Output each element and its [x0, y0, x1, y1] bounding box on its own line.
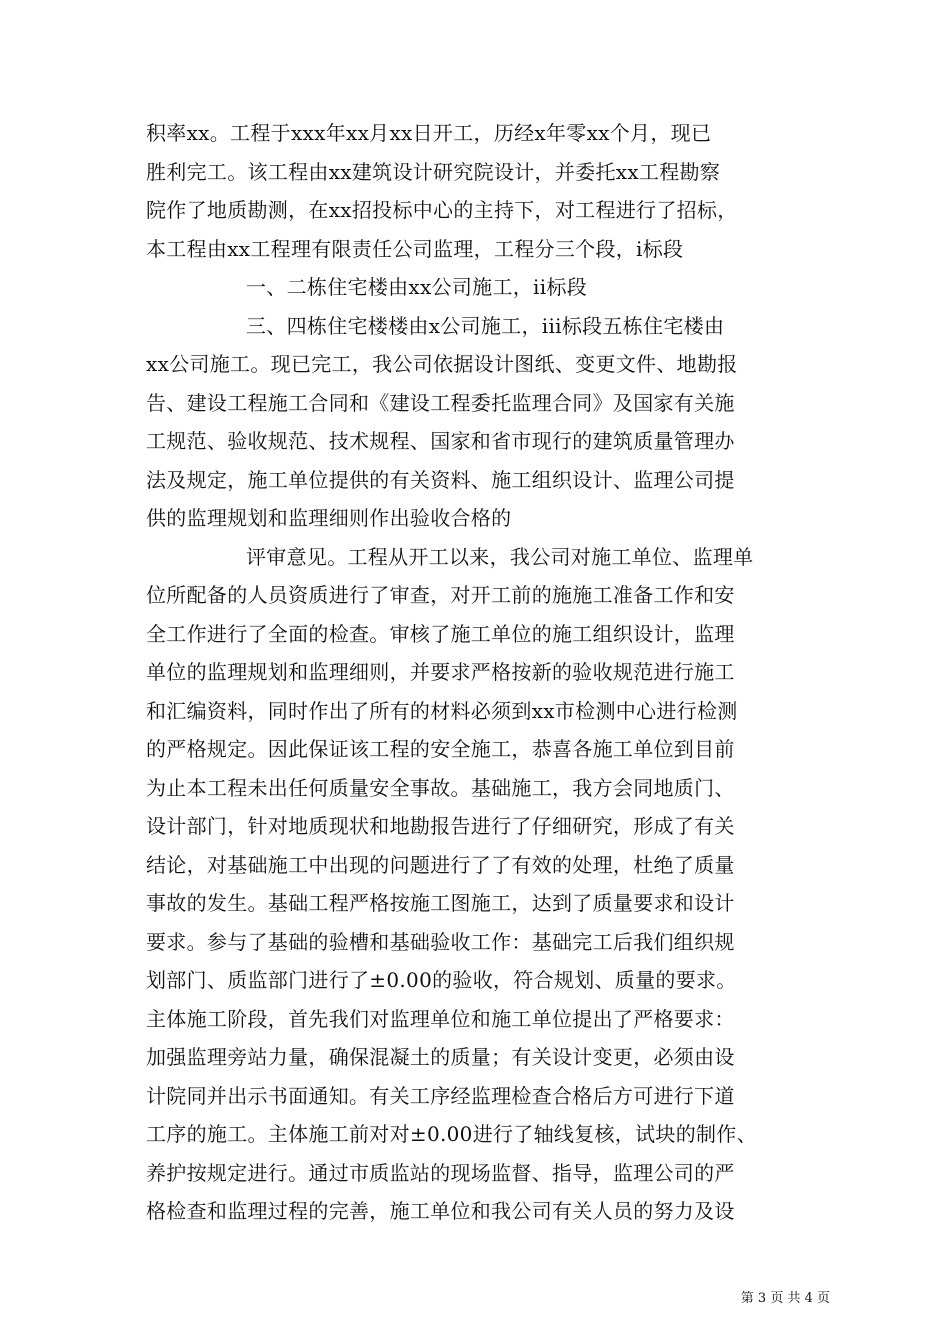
text-line: 和汇编资料，同时作出了所有的材料必须到xx市检测中心进行检测 — [146, 698, 738, 723]
text-line-indented: 三、四栋住宅楼楼由x公司施工，iii标段五栋住宅楼由 — [246, 313, 725, 338]
text-line: 划部门、质监部门进行了±0.00的验收，符合规划、质量的要求。 — [146, 968, 737, 992]
text-line: 院作了地质勘测，在xx招投标中心的主持下，对工程进行了招标， — [146, 198, 738, 222]
text-line: 单位的监理规划和监理细则，并要求严格按新的验收规范进行施工 — [146, 660, 735, 684]
text-line: 养护按规定进行。通过市质监站的现场监督、指导，监理公司的严 — [146, 1160, 735, 1185]
text-line: xx公司施工。现已完工，我公司依据设计图纸、变更文件、地勘报 — [146, 352, 738, 376]
text-line: 格检查和监理过程的完善，施工单位和我公司有关人员的努力及设 — [146, 1199, 735, 1223]
page-number: 第 3 页 共 4 页 — [740, 1291, 830, 1306]
text-line: 法及规定，施工单位提供的有关资料、施工组织设计、监理公司提 — [146, 467, 735, 492]
text-line-indented: 一、二栋住宅楼由xx公司施工，ii标段 — [246, 275, 588, 299]
text-line: 供的监理规划和监理细则作出验收合格的 — [146, 506, 512, 530]
text-line: 工规范、验收规范、技术规程、国家和省市现行的建筑质量管理办 — [146, 429, 735, 453]
body-text — [146, 114, 826, 1231]
text-line: 的严格规定。因此保证该工程的安全施工，恭喜各施工单位到目前 — [146, 737, 735, 761]
text-line: 设计部门，针对地质现状和地勘报告进行了仔细研究，形成了有关 — [146, 814, 735, 838]
text-line: 事故的发生。基础工程严格按施工图施工，达到了质量要求和设计 — [146, 891, 735, 915]
text-line-indented: 评审意见。工程从开工以来，我公司对施工单位、监理单 — [246, 544, 754, 569]
text-line: 为止本工程未出任何质量安全事故。基础施工，我方会同地质门、 — [146, 775, 735, 800]
text-line: 积率xx。工程于xxx年xx月xx日开工，历经x年零xx个月，现已 — [146, 121, 712, 145]
text-line: 结论，对基础施工中出现的问题进行了了有效的处理，杜绝了质量 — [146, 852, 735, 877]
text-line: 工序的施工。主体施工前对对±0.00进行了轴线复核，试块的制作、 — [146, 1122, 757, 1146]
text-line: 本工程由xx工程理有限责任公司监理，工程分三个段，i标段 — [146, 236, 684, 261]
text-line: 全工作进行了全面的检查。审核了施工单位的施工组织设计，监理 — [146, 621, 735, 646]
text-line: 主体施工阶段，首先我们对监理单位和施工单位提出了严格要求： — [146, 1006, 735, 1031]
text-line: 要求。参与了基础的验槽和基础验收工作：基础完工后我们组织规 — [146, 929, 735, 954]
text-line: 胜利完工。该工程由xx建筑设计研究院设计，并委托xx工程勘察 — [146, 159, 721, 184]
text-line: 加强监理旁站力量，确保混凝土的质量；有关设计变更，必须由设 — [146, 1045, 735, 1069]
text-line: 计院同并出示书面通知。有关工序经监理检查合格后方可进行下道 — [146, 1083, 735, 1108]
text-line: 告、建设工程施工合同和《建设工程委托监理合同》及国家有关施 — [146, 390, 735, 415]
text-line: 位所配备的人员资质进行了审查，对开工前的施施工准备工作和安 — [146, 583, 735, 607]
